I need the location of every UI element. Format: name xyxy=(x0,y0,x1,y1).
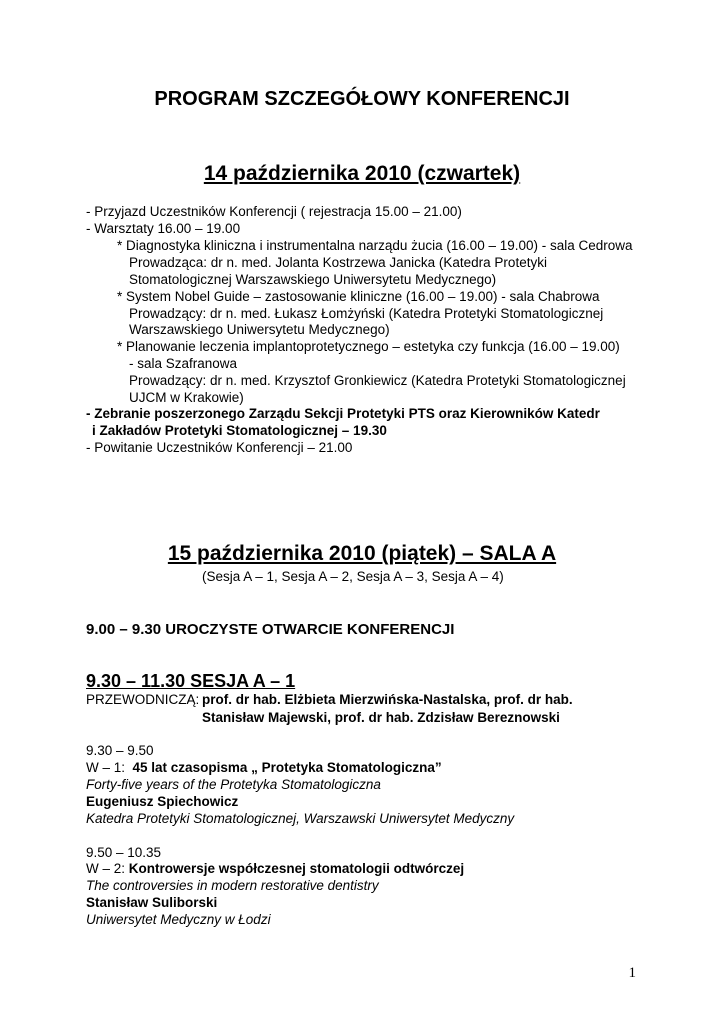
program-line: * Planowanie leczenia implantoprotetycznego – estetyka czy funkcja (16.00 – 19.00) xyxy=(117,339,620,354)
program-line: - Zebranie poszerzonego Zarządu Sekcji Protetyki PTS oraz Kierowników Katedr xyxy=(86,406,600,421)
opening-ceremony: 9.00 – 9.30 UROCZYSTE OTWARCIE KONFERENCJI xyxy=(86,621,455,638)
chairs-line: Stanisław Majewski, prof. dr hab. Zdzisław Bereznowski xyxy=(202,710,560,725)
program-line: - sala Szafranowa xyxy=(129,356,238,371)
program-line: * Diagnostyka kliniczna i instrumentalna narządu żucia (16.00 – 19.00) - sala Cedrowa xyxy=(117,238,633,253)
talk-author: Stanisław Suliborski xyxy=(86,895,218,910)
program-line: Prowadzący: dr n. med. Krzysztof Gronkiewicz (Katedra Protetyki Stomatologicznej xyxy=(129,373,626,388)
program-line: Stomatologicznej Warszawskiego Uniwersytetu Medycznego) xyxy=(129,272,497,287)
day1-heading: 14 października 2010 (czwartek) xyxy=(203,162,521,185)
talk-code: W – 2: xyxy=(86,861,126,876)
talk-title-line xyxy=(86,861,464,878)
talk-time: 9.30 – 9.50 xyxy=(86,743,154,758)
talk-author: Eugeniusz Spiechowicz xyxy=(86,794,239,809)
talk-affiliation: Katedra Protetyki Stomatologicznej, Warszawski Uniwersytet Medyczny xyxy=(86,811,515,826)
chairs-line: prof. dr hab. Elżbieta Mierzwińska-Nastalska, prof. dr hab. xyxy=(202,692,573,707)
talk-title: Kontrowersje współczesnej stomatologii odtwórczej xyxy=(128,861,465,876)
day2-heading: 15 października 2010 (piątek) – SALA A xyxy=(167,542,557,565)
talk-code: W – 1: xyxy=(86,760,126,775)
talk-title-en: Forty-five years of the Protetyka Stomatologiczna xyxy=(86,777,381,792)
talk-affiliation: Uniwersytet Medyczny w Łodzi xyxy=(86,912,271,927)
program-line: UJCM w Krakowie) xyxy=(129,390,244,405)
program-line: Prowadzący: dr n. med. Łukasz Łomżyński (Katedra Protetyki Stomatologicznej xyxy=(129,306,604,321)
chairs-label: PRZEWODNICZĄ: xyxy=(86,692,200,707)
talk-time: 9.50 – 10.35 xyxy=(86,845,162,860)
session-heading: 9.30 – 11.30 SESJA A – 1 xyxy=(86,671,296,691)
talk-title-en: The controversies in modern restorative dentistry xyxy=(86,878,379,893)
talk-title-line xyxy=(86,760,442,777)
program-line: Warszawskiego Uniwersytetu Medycznego) xyxy=(129,322,390,337)
program-line: * System Nobel Guide – zastosowanie kliniczne (16.00 – 19.00) - sala Chabrowa xyxy=(117,289,600,304)
program-line: - Warsztaty 16.00 – 19.00 xyxy=(86,221,241,236)
day2-subheading: (Sesja A – 1, Sesja A – 2, Sesja A – 3, Sesja A – 4) xyxy=(202,569,504,584)
program-line: - Przyjazd Uczestników Konferencji ( rejestracja 15.00 – 21.00) xyxy=(86,204,462,219)
program-line: i Zakładów Protetyki Stomatologicznej – 19.30 xyxy=(92,423,387,438)
page-number: 1 xyxy=(628,965,636,981)
page-title: PROGRAM SZCZEGÓŁOWY KONFERENCJI xyxy=(154,88,570,110)
program-line: - Powitanie Uczestników Konferencji – 21.00 xyxy=(86,440,353,455)
program-line: Prowadząca: dr n. med. Jolanta Kostrzewa Janicka (Katedra Protetyki xyxy=(129,255,547,270)
talk-title: 45 lat czasopisma „ Protetyka Stomatologiczna” xyxy=(132,760,442,775)
